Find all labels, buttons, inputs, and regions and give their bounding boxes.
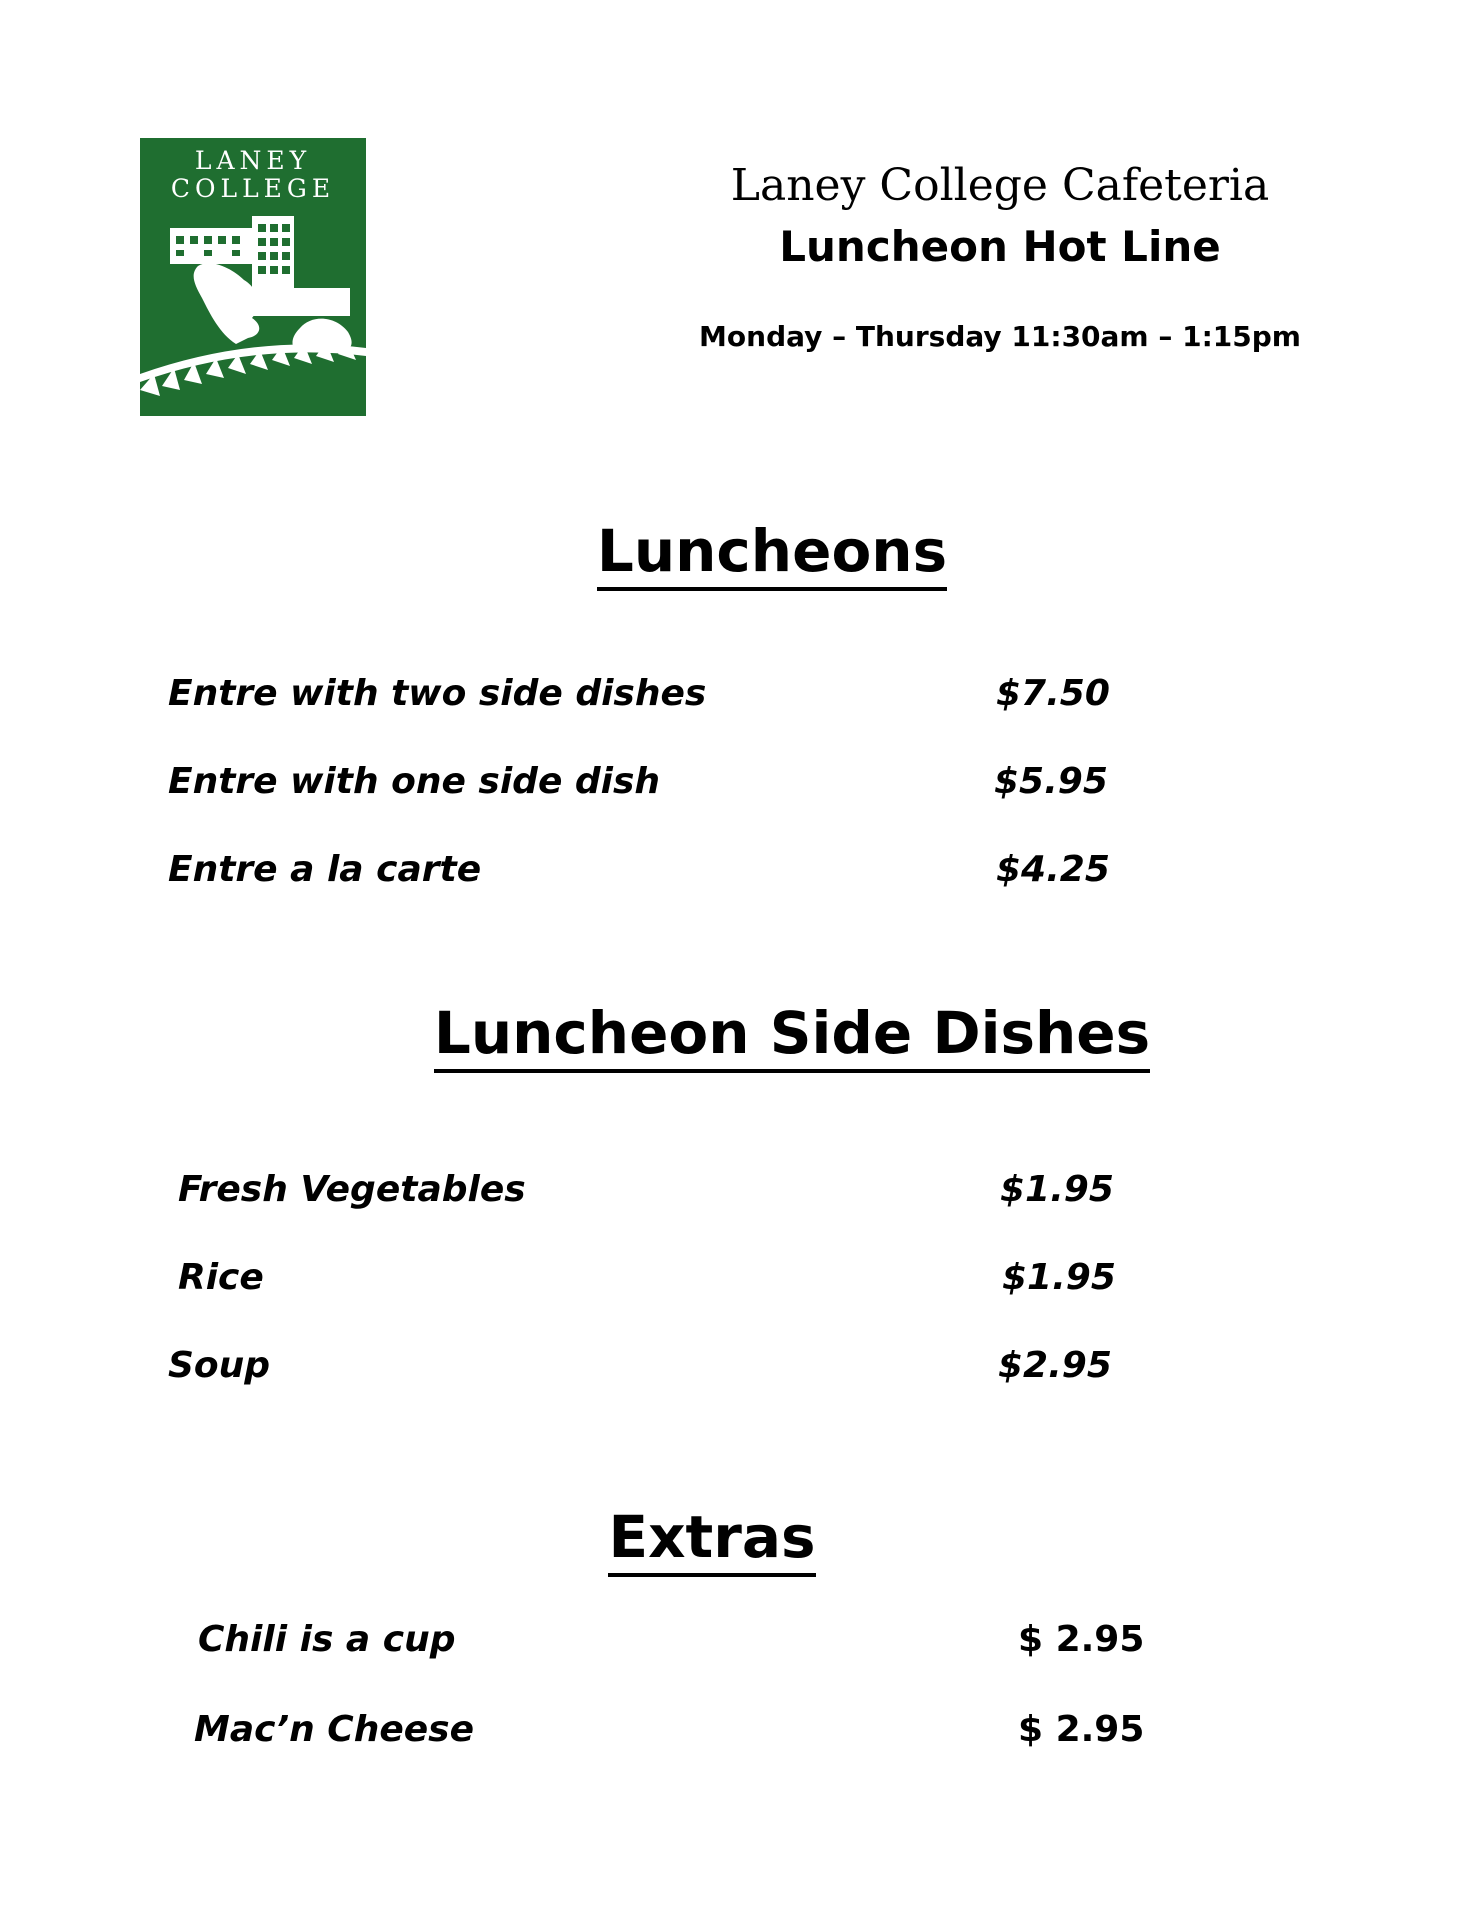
section-title-text: Luncheon Side Dishes (434, 999, 1150, 1073)
menu-item-name: Fresh Vegetables (178, 1169, 526, 1210)
menu-item-price: $ 2.95 (1018, 1619, 1145, 1660)
menu-item-name: Rice (178, 1257, 264, 1298)
menu-item-price: $5.95 (994, 761, 1108, 802)
menu-item-name: Entre a la carte (168, 849, 482, 890)
menu-item-name: Mac’n Cheese (194, 1709, 475, 1750)
menu-item-name: Entre with one side dish (168, 761, 661, 802)
menu-item-name: Soup (168, 1345, 271, 1386)
menu-item-price: $4.25 (996, 849, 1110, 890)
menu-item-price: $1.95 (1000, 1169, 1114, 1210)
section-title-extras (0, 1503, 1454, 1571)
menu-item-name: Chili is a cup (198, 1619, 456, 1660)
logo-text-line2: COLLEGE (170, 174, 336, 203)
section-title-side-dishes (50, 999, 1484, 1067)
laney-college-logo (140, 138, 366, 416)
section-title-text: Luncheons (597, 517, 947, 591)
menu-item-name: Entre with two side dishes (168, 673, 707, 714)
service-hours: Monday – Thursday 11:30am – 1:15pm (699, 320, 1301, 353)
page-subtitle: Luncheon Hot Line (779, 222, 1221, 271)
section-title-text: Extras (608, 1503, 815, 1577)
menu-item-price: $2.95 (998, 1345, 1112, 1386)
menu-item-price: $ 2.95 (1018, 1709, 1145, 1750)
logo-text-line1: LANEY (194, 146, 312, 175)
page-title: Laney College Cafeteria (730, 160, 1270, 211)
menu-item-price: $1.95 (1002, 1257, 1116, 1298)
menu-item-price: $7.50 (996, 673, 1110, 714)
section-title-luncheons (30, 517, 1484, 585)
